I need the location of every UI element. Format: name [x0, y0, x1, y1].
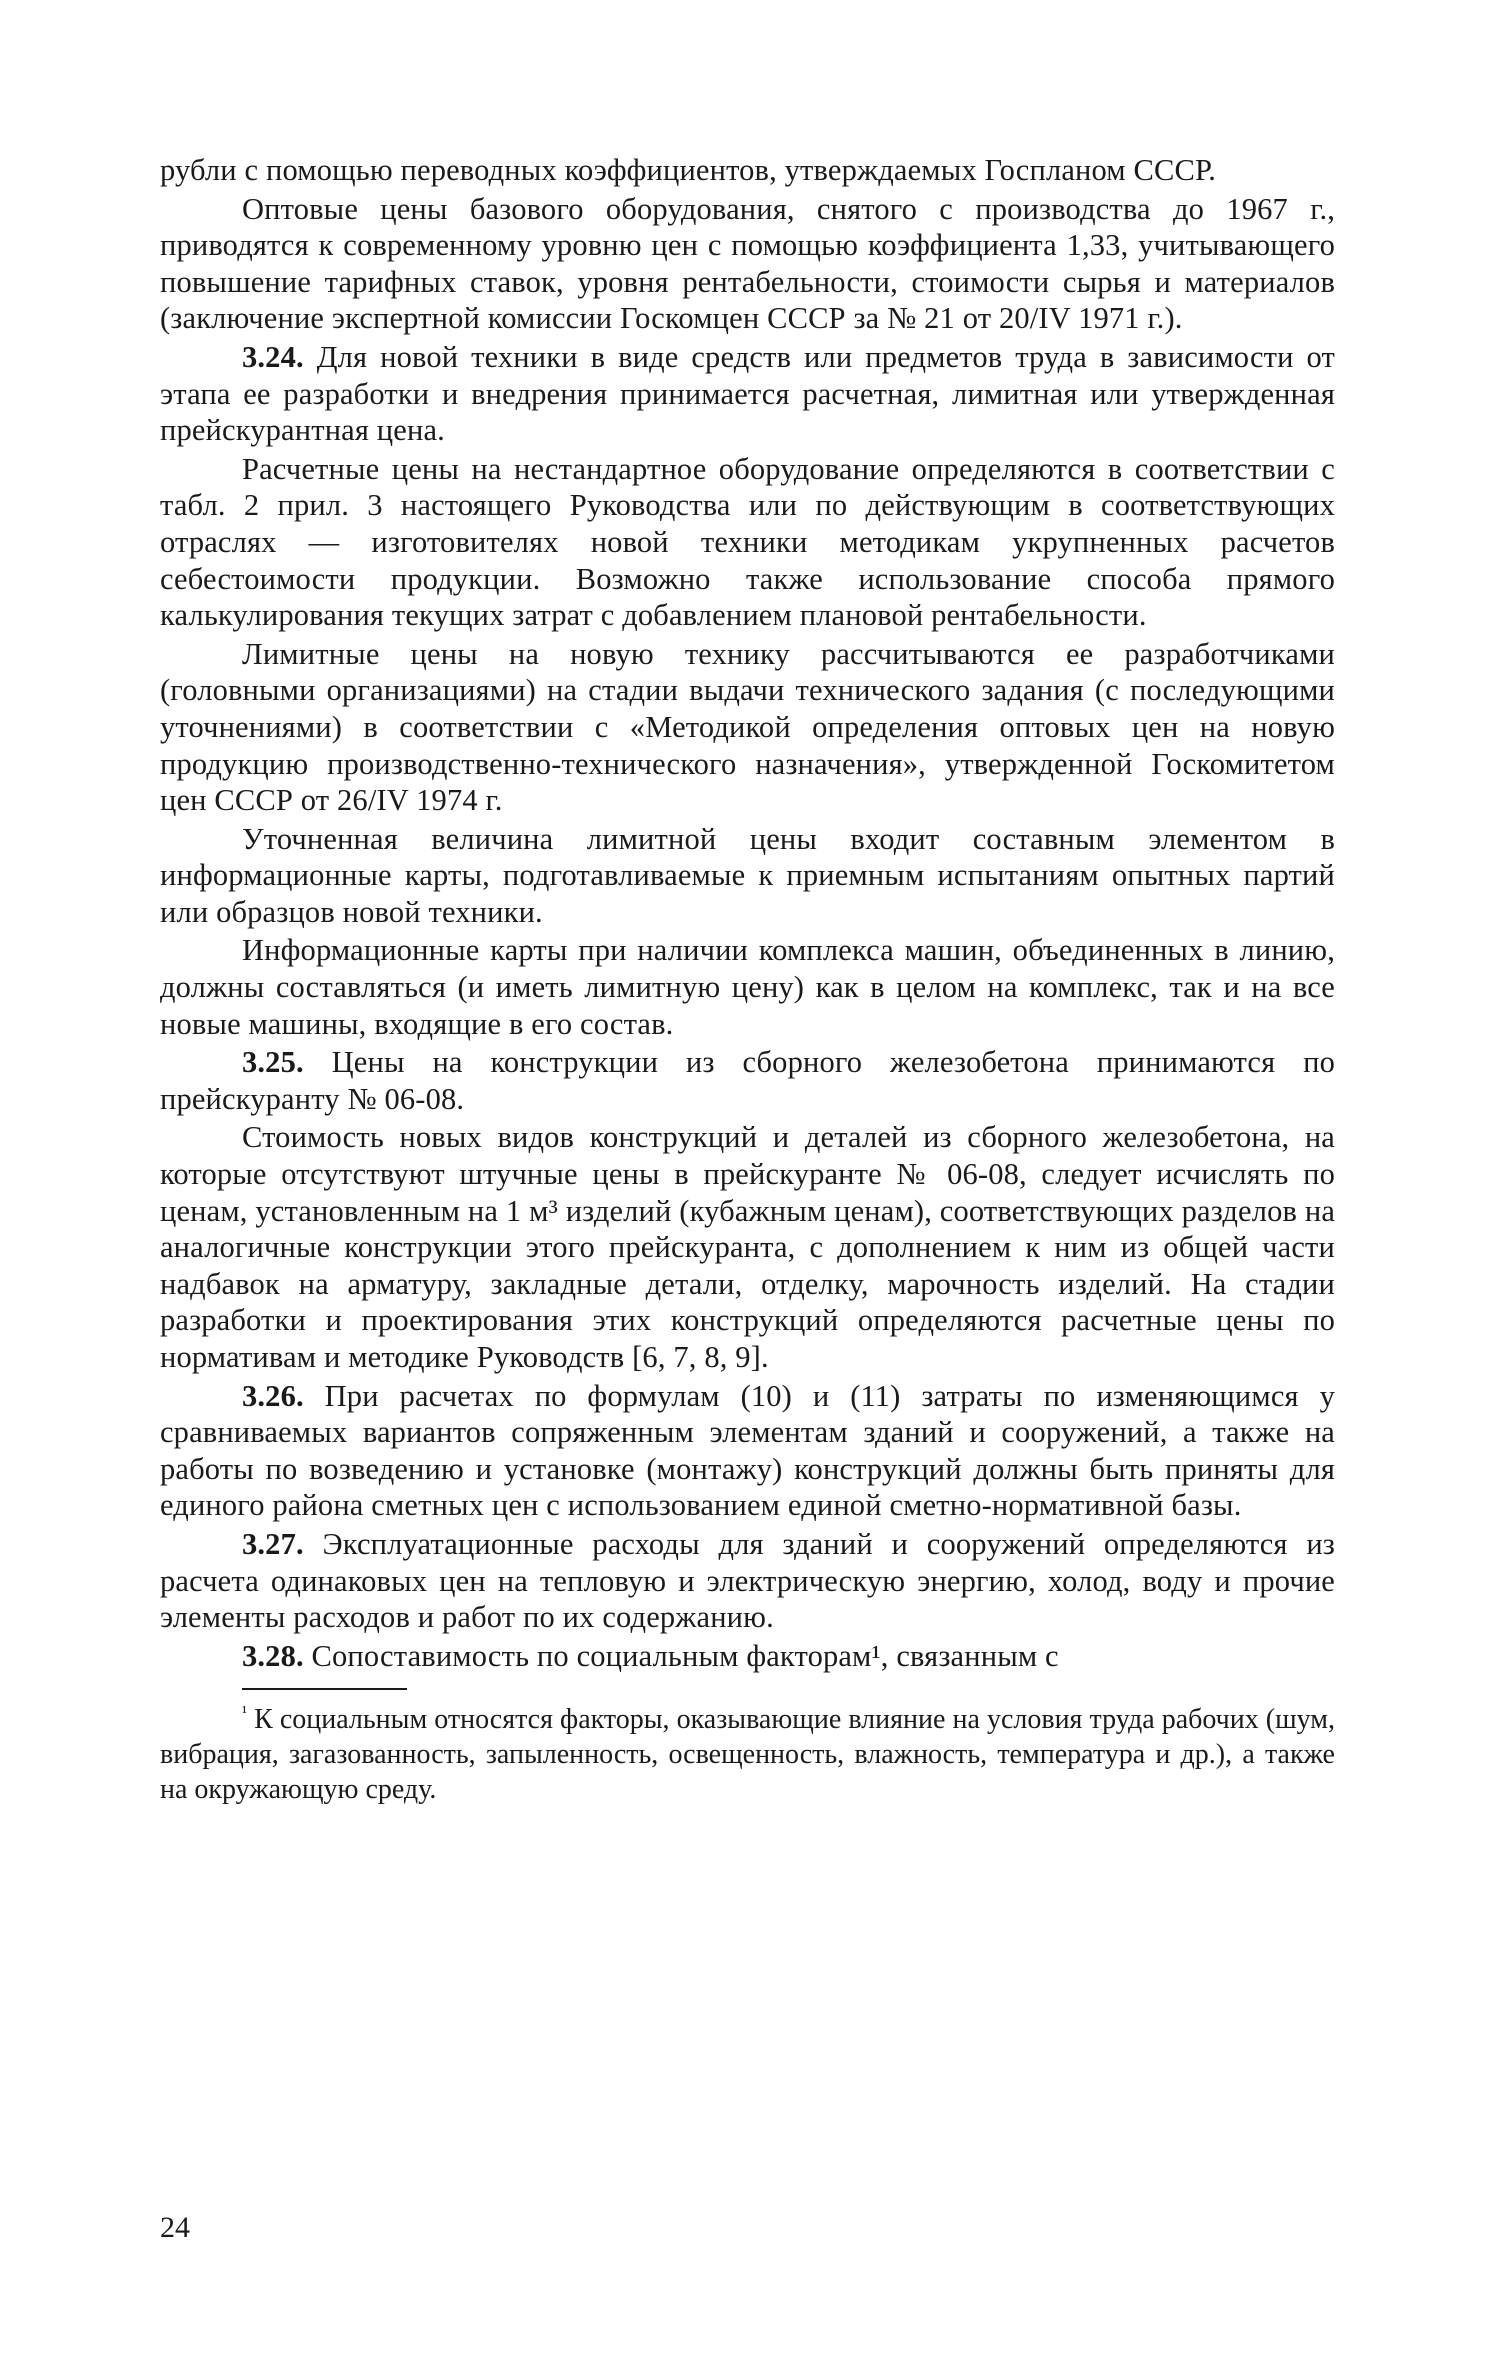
paragraph [160, 821, 1335, 931]
section-3-24 [160, 339, 1335, 449]
paragraph-text: Стоимость новых видов конструкций и деталей из сборного железобетона, на которые отсутствуют штучные цены в прейскуранте № 06-08, следует исчислять по ценам, установленным на 1 м³ изделий (кубажным ценам), соответствующих разделов на аналогичные конструкции этого прейскуранта, с дополнением к ним из общей части надбавок на арматуру, закладные детали, отделку, марочность изделий. На стадии разработки и проектирования этих конструкций определяются расчетные цены по нормативам и методике Руководств [6, 7, 8, 9]. [160, 1120, 1335, 1374]
page-body [160, 152, 1335, 1807]
paragraph [160, 932, 1335, 1042]
paragraph [160, 1119, 1335, 1375]
footnote-text: К социальным относятся факторы, оказывающие влияние на условия труда рабочих (шум, вибрация, загазованность, запыленность, освещенность, влажность, температура и др.), а также на окружающую среду. [160, 1704, 1336, 1806]
paragraph-text: Уточненная величина лимитной цены входит составным элементом в информационные карты, подготавливаемые к приемным испытаниям опытных партий или образцов новой техники. [160, 821, 1335, 929]
paragraph-text: Сопоставимость по социальным факторам¹, связанным с [311, 1638, 1059, 1673]
footnote-divider [242, 1688, 407, 1690]
section-number: 3.24. [242, 339, 304, 374]
main-text [160, 152, 1335, 1674]
section-3-27 [160, 1526, 1335, 1636]
paragraph [160, 636, 1335, 819]
paragraph-text: рубли с помощью переводных коэффициентов, утверждаемых Госпланом СССР. [160, 153, 1217, 187]
section-number: 3.27. [242, 1526, 304, 1561]
section-3-25 [160, 1044, 1335, 1117]
paragraph-text: При расчетах по формулам (10) и (11) затраты по изменяющимся у сравниваемых вариантов сопряженным элементам зданий и сооружений, а также на работы по возведению и установке (монтажу) конструкций должны быть приняты для единого района сметных цен с использованием единой сметно-нормативной базы. [160, 1378, 1335, 1523]
section-3-28 [160, 1638, 1335, 1675]
section-3-26 [160, 1378, 1335, 1524]
paragraph [160, 451, 1335, 634]
paragraph-text: Цены на конструкции из сборного железобетона принимаются по прейскуранту № 06-08. [160, 1045, 1335, 1116]
footnote [160, 1702, 1335, 1807]
footnote-marker: ¹ [242, 1703, 248, 1723]
section-number: 3.25. [242, 1045, 304, 1080]
paragraph-text: Оптовые цены базового оборудования, снятого с производства до 1967 г., приводятся к современному уровню цен с помощью коэффициента 1,33, учитывающего повышение тарифных ставок, уровня рентабельности, стоимости сырья и материалов (заключение экспертной комиссии Госкомцен СССР за № 21 от 20/IV 1971 г.). [160, 191, 1335, 336]
paragraph [160, 191, 1335, 337]
paragraph-text: Лимитные цены на новую технику рассчитываются ее разработчиками (головными организациями) на стадии выдачи технического задания (с последующими уточнениями) в соответствии с «Методикой определения оптовых цен на новую продукцию производственно-технического назначения», утвержденной Госкомитетом цен СССР от 26/IV 1974 г. [160, 636, 1335, 818]
paragraph [160, 152, 1335, 189]
section-number: 3.28. [242, 1638, 304, 1673]
section-number: 3.26. [242, 1378, 304, 1413]
page-number: 24 [160, 2211, 190, 2244]
paragraph-text: Информационные карты при наличии комплекса машин, объединенных в линию, должны составляться (и иметь лимитную цену) как в целом на комплекс, так и на все новые машины, входящие в его состав. [160, 933, 1335, 1041]
paragraph-text: Расчетные цены на нестандартное оборудование определяются в соответствии с табл. 2 прил. 3 настоящего Руководства или по действующим в соответствующих отраслях — изготовителях новой техники методикам укрупненных расчетов себестоимости продукции. Возможно также использование способа прямого калькулирования текущих затрат с добавлением плановой рентабельности. [160, 451, 1335, 633]
paragraph-text: Для новой техники в виде средств или предметов труда в зависимости от этапа ее разработки и внедрения принимается расчетная, лимитная или утвержденная прейскурантная цена. [160, 339, 1336, 448]
paragraph-text: Эксплуатационные расходы для зданий и сооружений определяются из расчета одинаковых цен на тепловую и электрическую энергию, холод, воду и прочие элементы расходов и работ по их содержанию. [160, 1526, 1335, 1635]
